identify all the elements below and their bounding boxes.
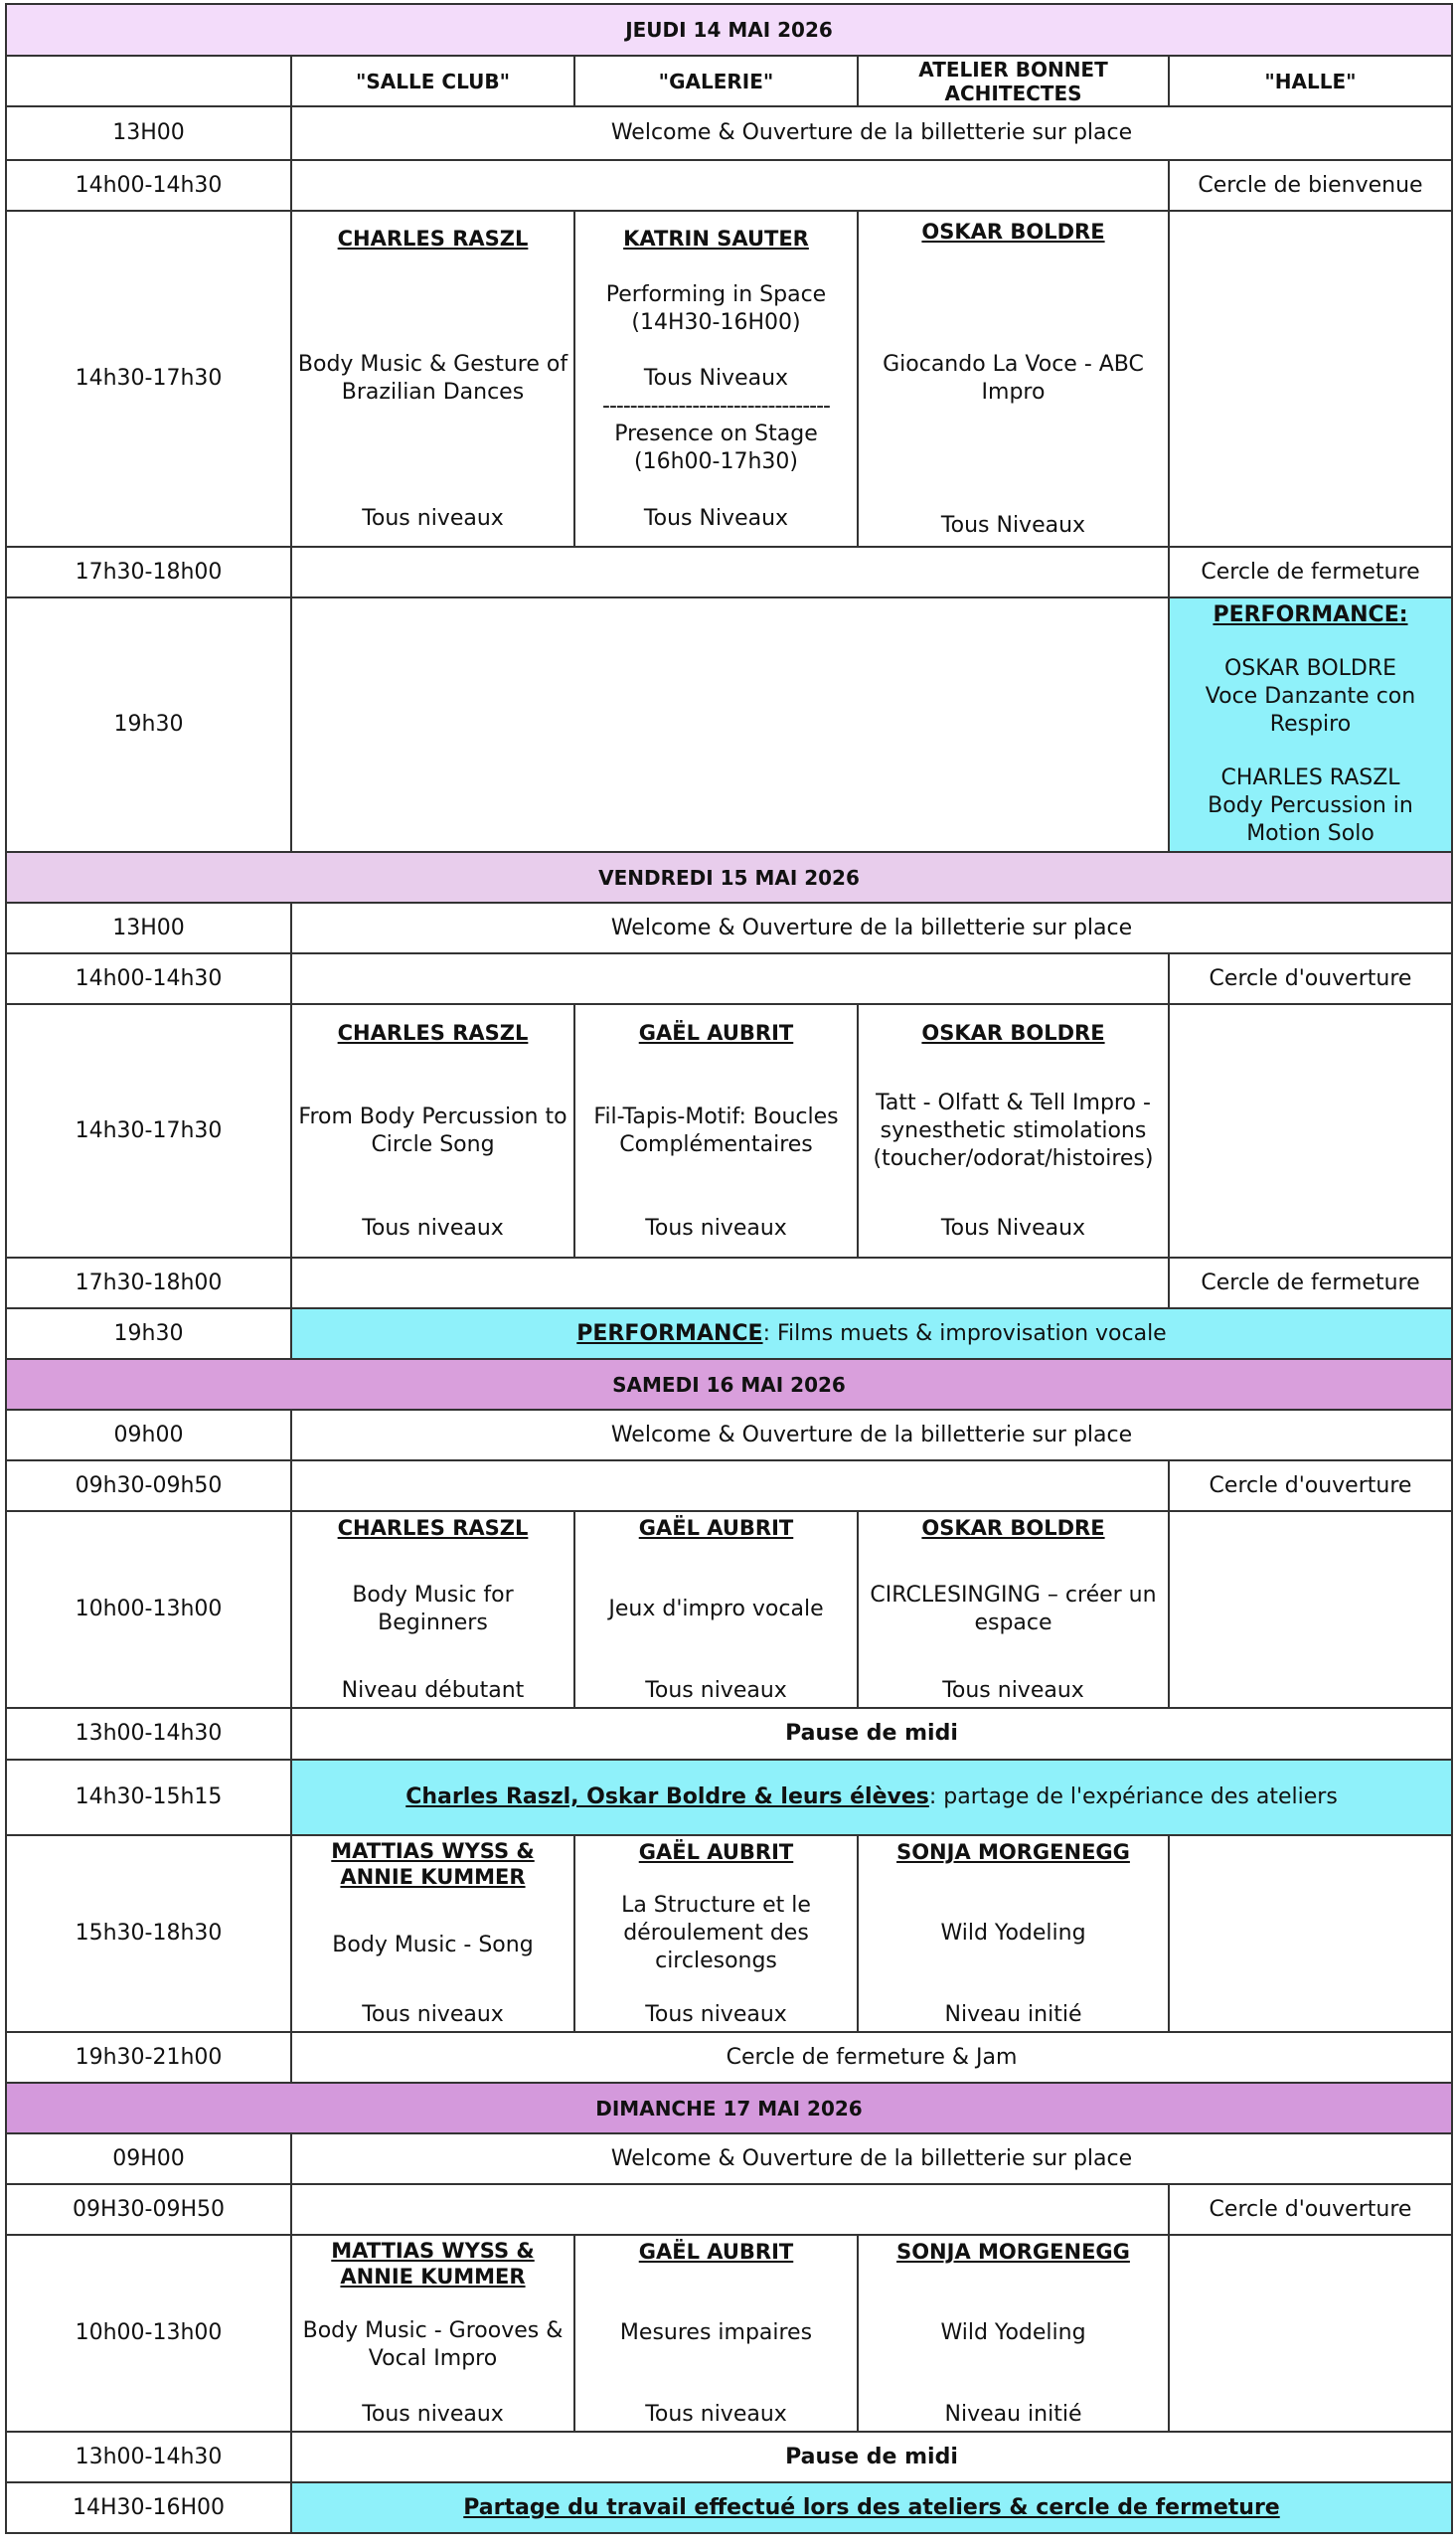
- day-header-samedi: [6, 1359, 1452, 1410]
- empty-header-cell: [6, 56, 291, 106]
- time-cell: 14h30-15h15: [6, 1760, 291, 1835]
- workshop-level: Tous niveaux: [362, 506, 504, 531]
- workshop-cell: [858, 1835, 1169, 2032]
- schedule-row: [6, 1004, 1452, 1258]
- workshop-level: Tous niveaux: [362, 2402, 504, 2427]
- workshop-level: Tous niveaux: [362, 2002, 504, 2027]
- welcome-cell: Welcome & Ouverture de la billetterie sur place: [291, 903, 1452, 953]
- time-cell: 14h00-14h30: [6, 953, 291, 1004]
- schedule-row: [6, 2432, 1452, 2482]
- day-header-vendredi: [6, 852, 1452, 903]
- halle-cell: Cercle d'ouverture: [1169, 2184, 1452, 2235]
- workshop-cell: [574, 1835, 858, 2032]
- workshop-level: Tous niveaux: [645, 1216, 787, 1241]
- schedule-row: [6, 1760, 1452, 1835]
- instructor-name: GAËL AUBRIT: [638, 2240, 794, 2264]
- instructor-name: OSKAR BOLDRE: [921, 1516, 1105, 1540]
- instructor-name: GAËL AUBRIT: [638, 1516, 794, 1540]
- day-title: SAMEDI 16 MAI 2026: [6, 1359, 1452, 1410]
- empty-cell: [1169, 1004, 1452, 1258]
- column-header-row: [6, 56, 1452, 106]
- schedule-row: [6, 1258, 1452, 1308]
- halle-cell: Cercle d'ouverture: [1169, 1460, 1452, 1511]
- schedule-table: [5, 3, 1453, 2534]
- time-cell: 15h30-18h30: [6, 1835, 291, 2032]
- instructor-name: SONJA MORGENEGG: [896, 2240, 1130, 2264]
- performance-label: PERFORMANCE: [576, 1320, 763, 1346]
- column-atelier-bonnet: ATELIER BONNET ACHITECTES: [858, 56, 1169, 106]
- workshop-title: Tatt - Olfatt & Tell Impro - synesthetic stimolations (toucher/odorat/histoires): [873, 1090, 1154, 1171]
- instructor-name: OSKAR BOLDRE: [921, 220, 1105, 244]
- workshop-title: Fil-Tapis-Motif: Boucles Complémentaires: [593, 1103, 839, 1157]
- schedule-row: [6, 1410, 1452, 1460]
- empty-cell: [1169, 1511, 1452, 1708]
- workshop-level: Tous Niveaux: [940, 513, 1086, 538]
- sharing-text: : partage de l'expériance des ateliers: [928, 1784, 1338, 1809]
- workshop-level: Tous niveaux: [645, 2002, 787, 2027]
- empty-cell: [1169, 1835, 1452, 2032]
- time-cell: 13h00-14h30: [6, 2432, 291, 2482]
- time-cell: 09H30-09H50: [6, 2184, 291, 2235]
- welcome-cell: Welcome & Ouverture de la billetterie sur place: [291, 1410, 1452, 1460]
- empty-cell: [291, 953, 1169, 1004]
- workshop-time: (14H30-16H00): [631, 310, 801, 335]
- instructor-name: GAËL AUBRIT: [638, 1021, 794, 1045]
- time-cell: 19h30-21h00: [6, 2032, 291, 2083]
- schedule-row: [6, 903, 1452, 953]
- performance-title: Body Percussion in Motion Solo: [1208, 793, 1413, 846]
- schedule-row: [6, 1708, 1452, 1760]
- workshop-title: Wild Yodeling: [940, 1921, 1086, 1946]
- welcome-cell: Welcome & Ouverture de la billetterie sur place: [291, 106, 1452, 160]
- workshop-cell: [291, 1835, 574, 2032]
- workshop-cell: [858, 1004, 1169, 1258]
- day-title: JEUDI 14 MAI 2026: [6, 4, 1452, 56]
- schedule-row: [6, 160, 1452, 211]
- workshop-cell: [291, 2235, 574, 2432]
- performer-name: CHARLES RASZL: [1220, 765, 1400, 790]
- workshop-title: Wild Yodeling: [940, 2320, 1086, 2345]
- schedule-row: [6, 2482, 1452, 2533]
- workshop-cell: [291, 1511, 574, 1708]
- empty-cell: [1169, 2235, 1452, 2432]
- pause-cell: Pause de midi: [291, 1708, 1452, 1760]
- workshop-cell: [574, 2235, 858, 2432]
- workshop-title: CIRCLESINGING – créer un espace: [870, 1583, 1157, 1635]
- workshop-time: (16h00-17h30): [634, 449, 798, 474]
- empty-cell: [291, 160, 1169, 211]
- time-cell: 14H30-16H00: [6, 2482, 291, 2533]
- schedule-row: [6, 1835, 1452, 2032]
- workshop-title: Body Music & Gesture of Brazilian Dances: [297, 352, 568, 405]
- halle-cell: Cercle d'ouverture: [1169, 953, 1452, 1004]
- instructor-name: CHARLES RASZL: [337, 227, 529, 251]
- instructor-name: SONJA MORGENEGG: [896, 1840, 1130, 1864]
- workshop-level: Tous Niveaux: [643, 366, 789, 391]
- time-cell: 14h00-14h30: [6, 160, 291, 211]
- workshop-title: Jeux d'impro vocale: [608, 1597, 824, 1621]
- time-cell: 10h00-13h00: [6, 2235, 291, 2432]
- performer-name: OSKAR BOLDRE: [1223, 656, 1397, 681]
- time-cell: 14h30-17h30: [6, 211, 291, 547]
- workshop-cell: [858, 2235, 1169, 2432]
- schedule-row: [6, 1460, 1452, 1511]
- closing-cell: Cercle de fermeture & Jam: [291, 2032, 1452, 2083]
- workshop-cell: [858, 211, 1169, 547]
- workshop-cell: [291, 1004, 574, 1258]
- separator: ---------------------------------: [602, 394, 830, 419]
- workshop-level: Niveau débutant: [341, 1678, 525, 1703]
- workshop-title: Body Music for Beginners: [352, 1583, 514, 1635]
- sharing-cell: [291, 1760, 1452, 1835]
- instructor-name: KATRIN SAUTER: [623, 227, 809, 251]
- empty-cell: [291, 597, 1169, 852]
- workshop-level: Tous niveaux: [645, 2402, 787, 2427]
- pause-cell: Pause de midi: [291, 2432, 1452, 2482]
- time-cell: 19h30: [6, 1308, 291, 1359]
- workshop-cell: [574, 1511, 858, 1708]
- workshop-level: Tous niveaux: [645, 1678, 787, 1703]
- time-cell: 17h30-18h00: [6, 547, 291, 597]
- workshop-title: Mesures impaires: [619, 2320, 813, 2345]
- schedule-row: [6, 2235, 1452, 2432]
- performance-title: Voce Danzante con Respiro: [1205, 684, 1416, 737]
- workshop-title: Performing in Space: [605, 282, 827, 307]
- empty-cell: [1169, 211, 1452, 547]
- schedule-row: [6, 2184, 1452, 2235]
- halle-cell: Cercle de bienvenue: [1169, 160, 1452, 211]
- halle-cell: Cercle de fermeture: [1169, 547, 1452, 597]
- instructor-name: MATTIAS WYSS & ANNIE KUMMER: [331, 2239, 535, 2289]
- performance-cell: [291, 1308, 1452, 1359]
- schedule-row: [6, 2032, 1452, 2083]
- workshop-level: Tous Niveaux: [643, 506, 789, 531]
- time-cell: 14h30-17h30: [6, 1004, 291, 1258]
- time-cell: 10h00-13h00: [6, 1511, 291, 1708]
- column-halle: "HALLE": [1169, 56, 1452, 106]
- instructor-name: CHARLES RASZL: [337, 1021, 529, 1045]
- performance-title: : Films muets & improvisation vocale: [762, 1320, 1167, 1346]
- empty-cell: [291, 2184, 1169, 2235]
- time-cell: 09h30-09h50: [6, 1460, 291, 1511]
- instructor-name: MATTIAS WYSS & ANNIE KUMMER: [331, 1839, 535, 1889]
- instructor-name: CHARLES RASZL: [337, 1516, 529, 1540]
- day-title: DIMANCHE 17 MAI 2026: [6, 2083, 1452, 2133]
- workshop-level: Niveau initié: [944, 2002, 1082, 2027]
- workshop-level: Tous Niveaux: [940, 1216, 1086, 1241]
- schedule-row: [6, 1308, 1452, 1359]
- workshop-level: Tous niveaux: [362, 1216, 504, 1241]
- workshop-title: La Structure et le déroulement des circlesongs: [621, 1893, 811, 1973]
- workshop-title: Body Music - Grooves & Vocal Impro: [302, 2318, 564, 2371]
- performance-cell: [1169, 597, 1452, 852]
- workshop-title: Body Music - Song: [332, 1933, 534, 1957]
- schedule-row: [6, 1511, 1452, 1708]
- workshop-level: Tous niveaux: [942, 1678, 1084, 1703]
- performance-label: PERFORMANCE:: [1213, 602, 1408, 627]
- schedule-row: [6, 211, 1452, 547]
- time-cell: 17h30-18h00: [6, 1258, 291, 1308]
- instructor-name: OSKAR BOLDRE: [921, 1021, 1105, 1045]
- sharing-label: Charles Raszl, Oskar Boldre & leurs élèves: [405, 1784, 929, 1809]
- empty-cell: [291, 547, 1169, 597]
- instructor-name: GAËL AUBRIT: [638, 1840, 794, 1864]
- workshop-title: From Body Percussion to Circle Song: [298, 1103, 567, 1157]
- halle-cell: Cercle de fermeture: [1169, 1258, 1452, 1308]
- time-cell: 13H00: [6, 903, 291, 953]
- time-cell: 19h30: [6, 597, 291, 852]
- time-cell: 13h00-14h30: [6, 1708, 291, 1760]
- empty-cell: [291, 1460, 1169, 1511]
- workshop-cell: [574, 1004, 858, 1258]
- day-header-jeudi: [6, 4, 1452, 56]
- final-sharing-cell: Partage du travail effectué lors des ateliers & cercle de fermeture: [291, 2482, 1452, 2533]
- workshop-cell: [291, 211, 574, 547]
- time-cell: 09h00: [6, 1410, 291, 1460]
- schedule-row: [6, 953, 1452, 1004]
- column-galerie: "GALERIE": [574, 56, 858, 106]
- schedule-row: [6, 106, 1452, 160]
- time-cell: 13H00: [6, 106, 291, 160]
- day-title: VENDREDI 15 MAI 2026: [6, 852, 1452, 903]
- day-header-dimanche: [6, 2083, 1452, 2133]
- workshop-cell: [858, 1511, 1169, 1708]
- schedule-row: [6, 597, 1452, 852]
- workshop-title: Presence on Stage: [614, 422, 818, 446]
- workshop-cell: [574, 211, 858, 547]
- time-cell: 09H00: [6, 2133, 291, 2184]
- empty-cell: [291, 1258, 1169, 1308]
- workshop-title: Giocando La Voce - ABC Impro: [883, 352, 1144, 405]
- welcome-cell: Welcome & Ouverture de la billetterie sur place: [291, 2133, 1452, 2184]
- schedule-row: [6, 2133, 1452, 2184]
- column-salle-club: "SALLE CLUB": [291, 56, 574, 106]
- schedule-row: [6, 547, 1452, 597]
- workshop-level: Niveau initié: [944, 2402, 1082, 2427]
